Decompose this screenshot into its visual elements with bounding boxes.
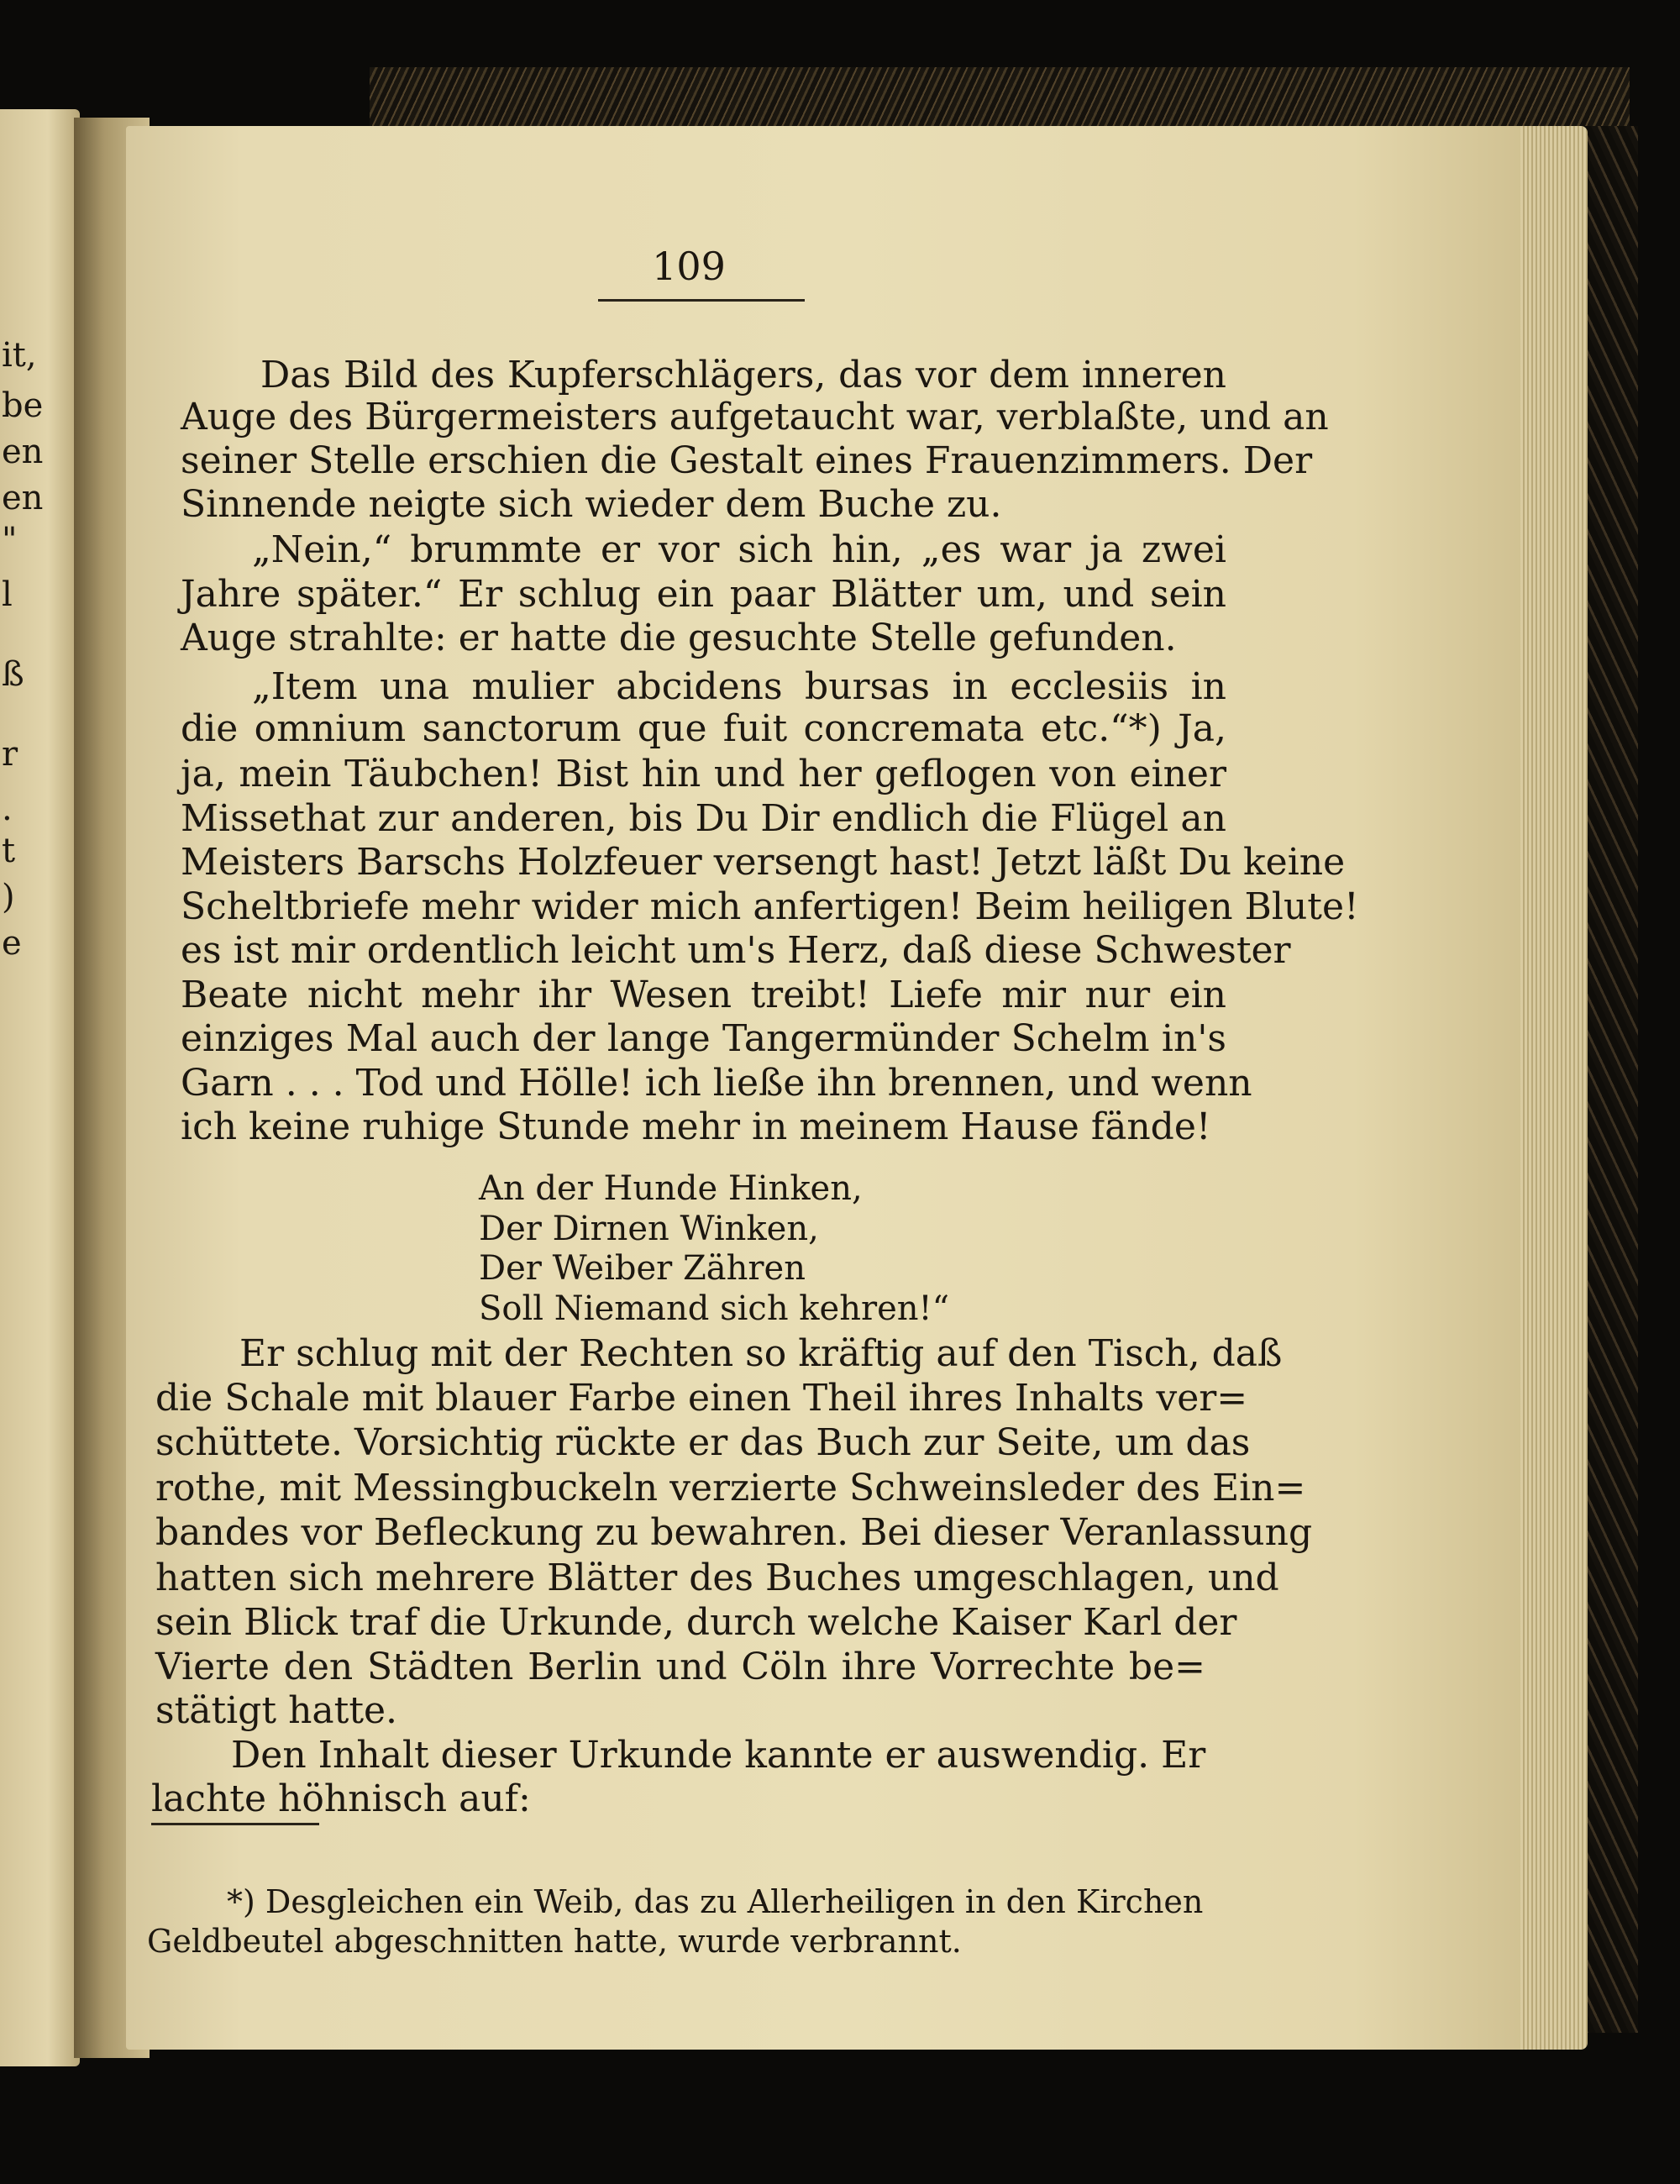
text-line: Auge des Bürgermeisters aufgetaucht war, verblaßte, und an: [181, 396, 1329, 438]
text-line: hatten sich mehrere Blätter des Buches umgeschlagen, und: [155, 1557, 1279, 1599]
footnote-rule: [151, 1823, 319, 1825]
text-line: Er schlug mit der Rechten so kräftig auf den Tisch, daß: [239, 1332, 1283, 1375]
text-line: sein Blick traf die Urkunde, durch welche Kaiser Karl der: [155, 1601, 1237, 1644]
book-cover-side: [1579, 126, 1638, 2033]
verse-line: Der Weiber Zähren: [479, 1249, 806, 1288]
text-line: die omnium sanctorum que fuit concremata etc.“*) Ja,: [181, 707, 1226, 750]
page-number: 109: [652, 244, 726, 289]
left-fragment: en: [2, 433, 44, 471]
left-fragment: r: [2, 735, 18, 774]
text-line: lachte höhnisch auf:: [151, 1777, 531, 1820]
text-line: bandes vor Befleckung zu bewahren. Bei dieser Veranlassung: [155, 1511, 1313, 1554]
text-line: Vierte den Städten Berlin und Cöln ihre Vorrechte be=: [155, 1646, 1205, 1688]
text-line: ja, mein Täubchen! Bist hin und her geflogen von einer: [181, 753, 1226, 795]
text-line: Das Bild des Kupferschlägers, das vor dem inneren: [260, 354, 1226, 396]
text-line: rothe, mit Messingbuckeln verzierte Schweinsleder des Ein=: [155, 1467, 1306, 1509]
left-fragment: l: [2, 575, 13, 614]
page-number-rule: [598, 299, 805, 302]
verse-line: Soll Niemand sich kehren!“: [479, 1289, 950, 1328]
left-fragment: t: [2, 832, 16, 870]
verse-line: An der Hunde Hinken,: [479, 1169, 863, 1208]
left-fragment: en: [2, 479, 44, 517]
left-fragment: ): [2, 878, 15, 916]
text-line: die Schale mit blauer Farbe einen Theil ihres Inhalts ver=: [155, 1377, 1248, 1420]
footnote-line: *) Desgleichen ein Weib, das zu Allerheiligen in den Kirchen: [227, 1883, 1204, 1920]
text-line: Missethat zur anderen, bis Du Dir endlich die Flügel an: [181, 797, 1226, 840]
text-line: schüttete. Vorsichtig rückte er das Buch zur Seite, um das: [155, 1421, 1251, 1464]
text-line: ich keine ruhige Stunde mehr in meinem Hause fände!: [181, 1105, 1211, 1148]
text-line: es ist mir ordentlich leicht um's Herz, daß diese Schwester: [181, 929, 1291, 972]
text-line: Auge strahlte: er hatte die gesuchte Stelle gefunden.: [181, 617, 1177, 659]
text-line: Sinnende neigte sich wieder dem Buche zu.: [181, 483, 1002, 526]
text-line: Garn . . . Tod und Hölle! ich ließe ihn brennen, und wenn: [181, 1062, 1252, 1105]
text-line: „Nein,“ brummte er vor sich hin, „es war ja zwei: [252, 528, 1226, 571]
text-line: Jahre später.“ Er schlug ein paar Blätter um, und sein: [181, 573, 1226, 616]
left-fragment: be: [2, 386, 44, 425]
left-fragment: .: [2, 790, 13, 828]
left-fragment: ": [2, 521, 18, 559]
text-line: seiner Stelle erschien die Gestalt eines Frauenzimmers. Der: [181, 439, 1313, 482]
text-line: Scheltbriefe mehr wider mich anfertigen! Beim heiligen Blute!: [181, 885, 1359, 928]
verse-line: Der Dirnen Winken,: [479, 1210, 819, 1248]
text-line: stätigt hatte.: [155, 1689, 398, 1732]
text-line: Meisters Barschs Holzfeuer versengt hast! Jetzt läßt Du keine: [181, 841, 1346, 884]
footnote-line: Geldbeutel abgeschnitten hatte, wurde verbrannt.: [147, 1923, 962, 1960]
previous-page-fragment: [0, 109, 80, 2066]
text-line: Den Inhalt dieser Urkunde kannte er auswendig. Er: [231, 1734, 1206, 1777]
left-fragment: ß: [2, 655, 24, 694]
text-line: „Item una mulier abcidens bursas in ecclesiis in: [252, 665, 1226, 708]
text-line: einziges Mal auch der lange Tangermünder Schelm in's: [181, 1017, 1226, 1060]
text-line: Beate nicht mehr ihr Wesen treibt! Liefe mir nur ein: [181, 974, 1226, 1016]
left-fragment: e: [2, 924, 22, 963]
page-edges: [1520, 126, 1588, 2050]
left-fragment: it,: [2, 336, 37, 375]
